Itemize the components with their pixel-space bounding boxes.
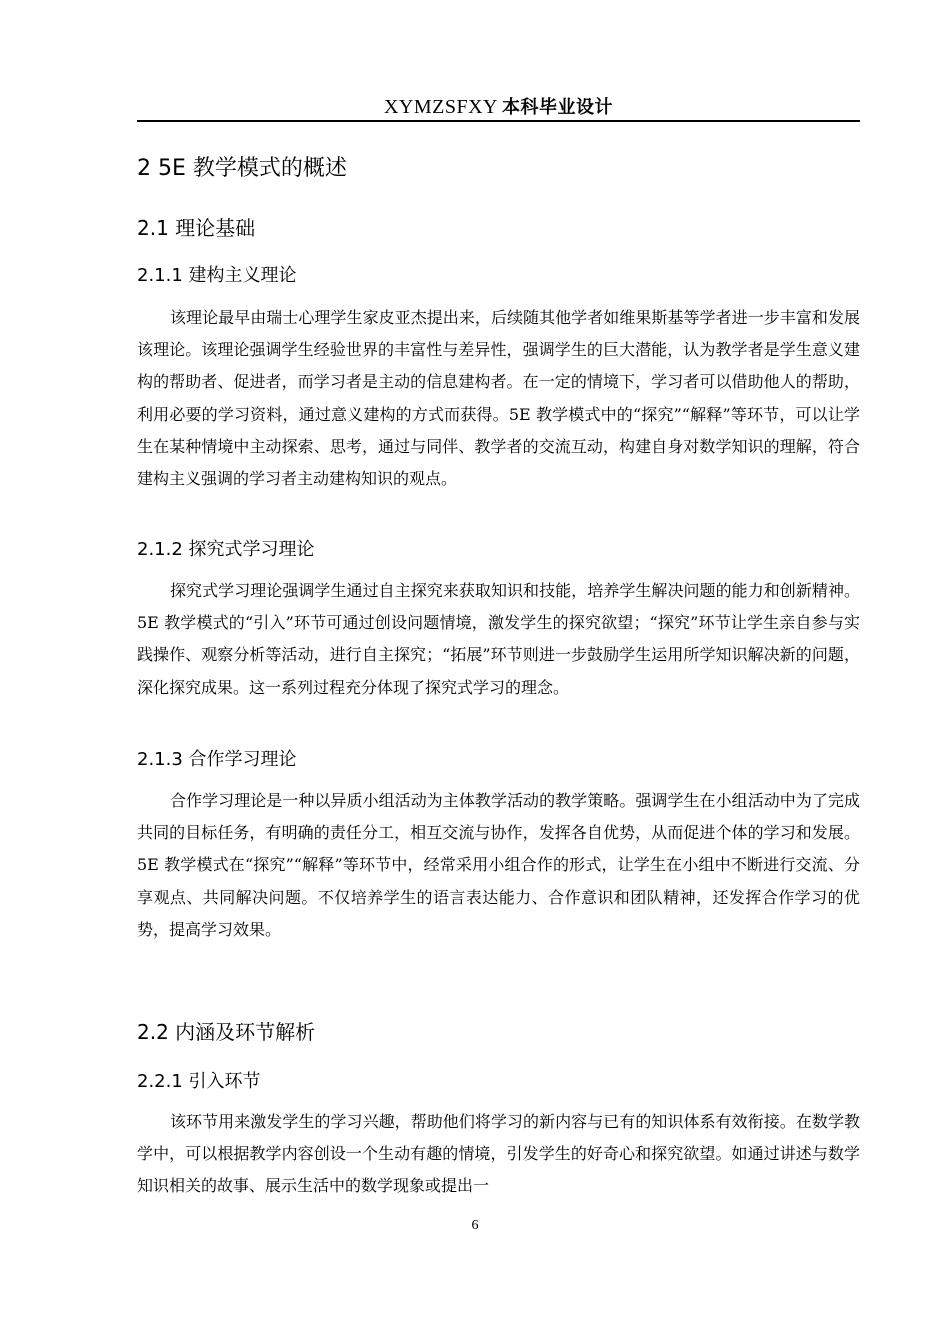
header-brand: XYMZSFXY — [383, 96, 499, 118]
subsection-title-2-1-2: 2.1.2 探究式学习理论 — [137, 539, 315, 560]
paragraph-2-2-1: 该环节用来激发学生的学习兴趣，帮助他们将学习的新内容与已有的知识体系有效衔接。在数学教学中，可以根据教学内容创设一个生动有趣的情境，引发学生的好奇心和探究欲望。如通过讲述与数学知识相关的故事、展示生活中的数学现象或提出一 — [137, 1112, 860, 1196]
paragraph-2-1-3: 合作学习理论是一种以异质小组活动为主体教学活动的教学策略。强调学生在小组活动中为了完成共同的目标任务，有明确的责任分工，相互交流与协作，发挥各自优势，从而促进个体的学习和发展。5E 教学模式在“探究”“解释”等环节中，经常采用小组合作的形式，让学生在小组中不断进行交流、分享观点、共同解决问题。不仅培养学生的语言表达能力、合作意识和团队精神，还发挥合作学习的优势，提高学习效果。 — [137, 791, 860, 939]
page-header — [137, 92, 860, 120]
chapter-title: 2 5E 教学模式的概述 — [137, 156, 347, 181]
paragraph-2-1-2: 探究式学习理论强调学生通过自主探究来获取知识和技能，培养学生解决问题的能力和创新精神。5E 教学模式的“引入”环节可通过创设问题情境，激发学生的探究欲望；“探究”环节让学生亲自参与实践操作、观察分析等活动，进行自主探究；“拓展”环节则进一步鼓励学生运用所学知识解决新的问题，深化探究成果。这一系列过程充分体现了探究式学习的理念。 — [137, 581, 860, 697]
paragraph-2-1-1: 该理论最早由瑞士心理学生家皮亚杰提出来，后续随其他学者如维果斯基等学者进一步丰富和发展该理论。该理论强调学生经验世界的丰富性与差异性，强调学生的巨大潜能，认为教学者是学生意义建构的帮助者、促进者，而学习者是主动的信息建构者。在一定的情境下，学习者可以借助他人的帮助，利用必要的学习资料，通过意义建构的方式而获得。5E 教学模式中的“探究”“解释”等环节，可以让学生在某种情境中主动探索、思考，通过与同伴、教学者的交流互动，构建自身对数学知识的理解，符合建构主义强调的学习者主动建构知识的观点。 — [137, 308, 860, 489]
subsection-title-2-2-1: 2.2.1 引入环节 — [137, 1071, 261, 1092]
subsection-title-2-1-1: 2.1.1 建构主义理论 — [137, 265, 297, 286]
page-number: 6 — [471, 1218, 479, 1233]
header-subtitle: 本科毕业设计 — [502, 97, 614, 118]
subsection-title-2-1-3: 2.1.3 合作学习理论 — [137, 749, 297, 770]
section-title-2-1: 2.1 理论基础 — [137, 216, 256, 240]
section-title-2-2: 2.2 内涵及环节解析 — [137, 1020, 316, 1044]
header-divider — [137, 120, 860, 122]
